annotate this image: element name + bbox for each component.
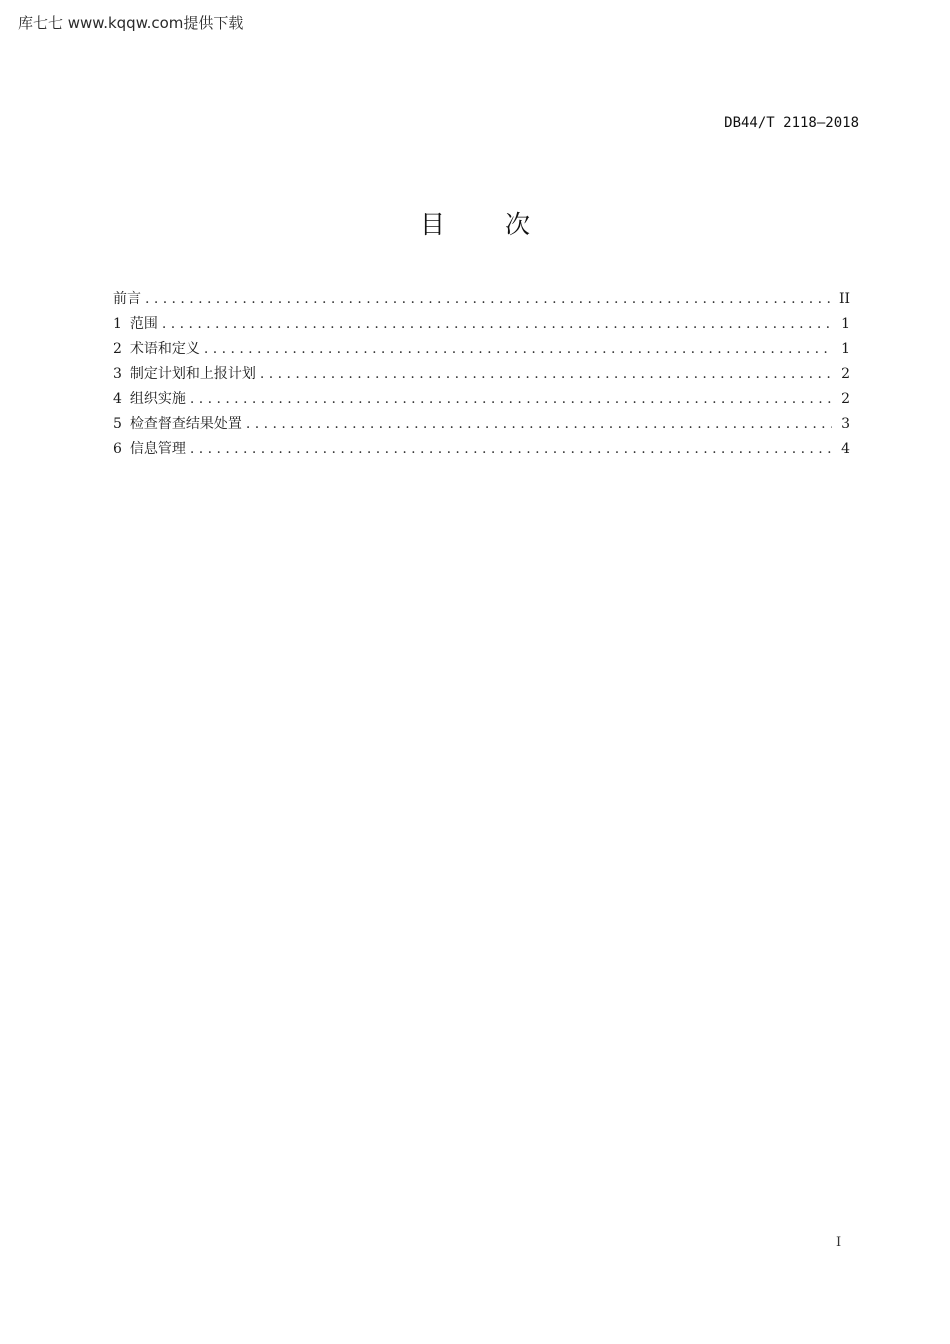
toc-entry-page: 1 [841, 316, 850, 332]
toc-entry-number: 3 [113, 366, 122, 382]
toc-entry-label: 制定计划和上报计划 [129, 366, 256, 382]
toc-title: 目 次 [420, 210, 556, 239]
toc-dot-leader [260, 362, 832, 387]
table-of-contents [113, 287, 850, 462]
watermark-text: 库七七 www.kqqw.com提供下载 [18, 14, 244, 32]
toc-dot-leader [190, 437, 832, 462]
toc-entry-label: 组织实施 [129, 391, 186, 407]
toc-entry-number: 5 [113, 416, 122, 432]
toc-dot-leader [190, 387, 832, 412]
toc-entry-scope[interactable] [113, 312, 850, 337]
page-number: I [836, 1235, 842, 1250]
toc-entry-information-management[interactable] [113, 437, 850, 462]
toc-entry-foreword[interactable] [113, 287, 850, 312]
toc-entry-inspection-results[interactable] [113, 412, 850, 437]
toc-entry-page: 2 [841, 366, 850, 382]
toc-entry-page: II [838, 291, 850, 307]
toc-entry-number: 2 [113, 341, 122, 357]
toc-entry-label: 术语和定义 [129, 341, 200, 357]
toc-dot-leader [246, 412, 832, 437]
toc-entry-page: 3 [841, 416, 850, 432]
toc-entry-planning[interactable] [113, 362, 850, 387]
toc-dot-leader [162, 312, 832, 337]
toc-entry-label: 检查督查结果处置 [129, 416, 242, 432]
toc-entry-number: 6 [113, 441, 122, 457]
toc-dot-leader [204, 337, 832, 362]
toc-entry-label: 范围 [129, 316, 158, 332]
toc-entry-page: 2 [841, 391, 850, 407]
toc-entry-number: 1 [113, 316, 122, 332]
toc-entry-implementation[interactable] [113, 387, 850, 412]
toc-entry-label: 信息管理 [129, 441, 186, 457]
toc-dot-leader [145, 287, 832, 312]
toc-entry-label: 前言 [113, 291, 141, 307]
toc-entry-terms[interactable] [113, 337, 850, 362]
toc-entry-page: 4 [841, 441, 850, 457]
document-code: DB44/T 2118—2018 [724, 115, 859, 131]
toc-entry-page: 1 [841, 341, 850, 357]
toc-entry-number: 4 [113, 391, 122, 407]
